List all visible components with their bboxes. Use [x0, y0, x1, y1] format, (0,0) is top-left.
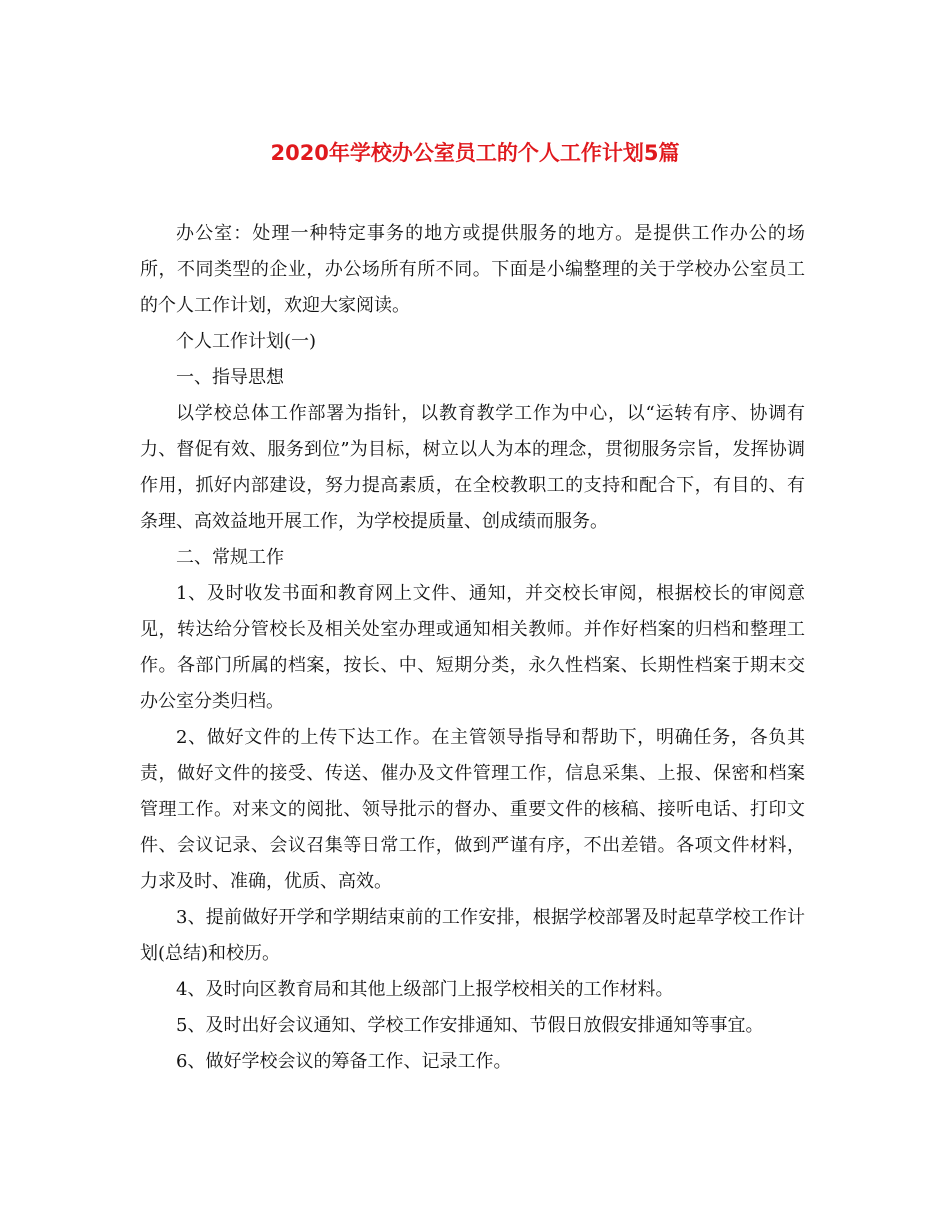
paragraph-intro: 办公室：处理一种特定事务的地方或提供服务的地方。是提供工作办公的场所，不同类型的企业，办公场所有所不同。下面是小编整理的关于学校办公室员工的个人工作计划，欢迎大家阅读。 — [140, 223, 805, 316]
paragraph-item-2: 2、做好文件的上传下达工作。在主管领导指导和帮助下，明确任务，各负其责，做好文件的接受、传送、催办及文件管理工作，信息采集、上报、保密和档案管理工作。对来文的阅批、领导批示的督办、重要文件的核稿、接听电话、打印文件、会议记录、会议召集等日常工作，做到严谨有序，不出差错。各项文件材料，力求及时、准确，优质、高效。 — [140, 727, 805, 892]
paragraph-item-3: 3、提前做好开学和学期结束前的工作安排，根据学校部署及时起草学校工作计划(总结)和校历。 — [140, 907, 805, 964]
paragraph-item-5: 5、及时出好会议通知、学校工作安排通知、节假日放假安排通知等事宜。 — [176, 1015, 764, 1036]
paragraph-guiding-ideology: 以学校总体工作部署为指针，以教育教学工作为中心，以“运转有序、协调有力、督促有效、服务到位”为目标，树立以人为本的理念，贯彻服务宗旨，发挥协调作用，抓好内部建设，努力提高素质，在全校教职工的支持和配合下，有目的、有条理、高效益地开展工作，为学校提质量、创成绩而服务。 — [140, 403, 805, 532]
paragraph-item-4: 4、及时向区教育局和其他上级部门上报学校相关的工作材料。 — [176, 979, 674, 1000]
paragraph-plan-heading: 个人工作计划(一) — [176, 331, 317, 352]
paragraph-item-6: 6、做好学校会议的筹备工作、记录工作。 — [176, 1051, 512, 1072]
document-title: 2020年学校办公室员工的个人工作计划5篇 — [270, 141, 680, 165]
section-heading-routine-work: 二、常规工作 — [176, 547, 284, 568]
document-body — [140, 216, 805, 1080]
section-heading-guiding-ideology: 一、指导思想 — [176, 367, 284, 388]
paragraph-item-1: 1、及时收发书面和教育网上文件、通知，并交校长审阅，根据校长的审阅意见，转达给分管校长及相关处室办理或通知相关教师。并作好档案的归档和整理工作。各部门所属的档案，按长、中、短期分类，永久性档案、长期性档案于期末交办公室分类归档。 — [140, 583, 805, 712]
